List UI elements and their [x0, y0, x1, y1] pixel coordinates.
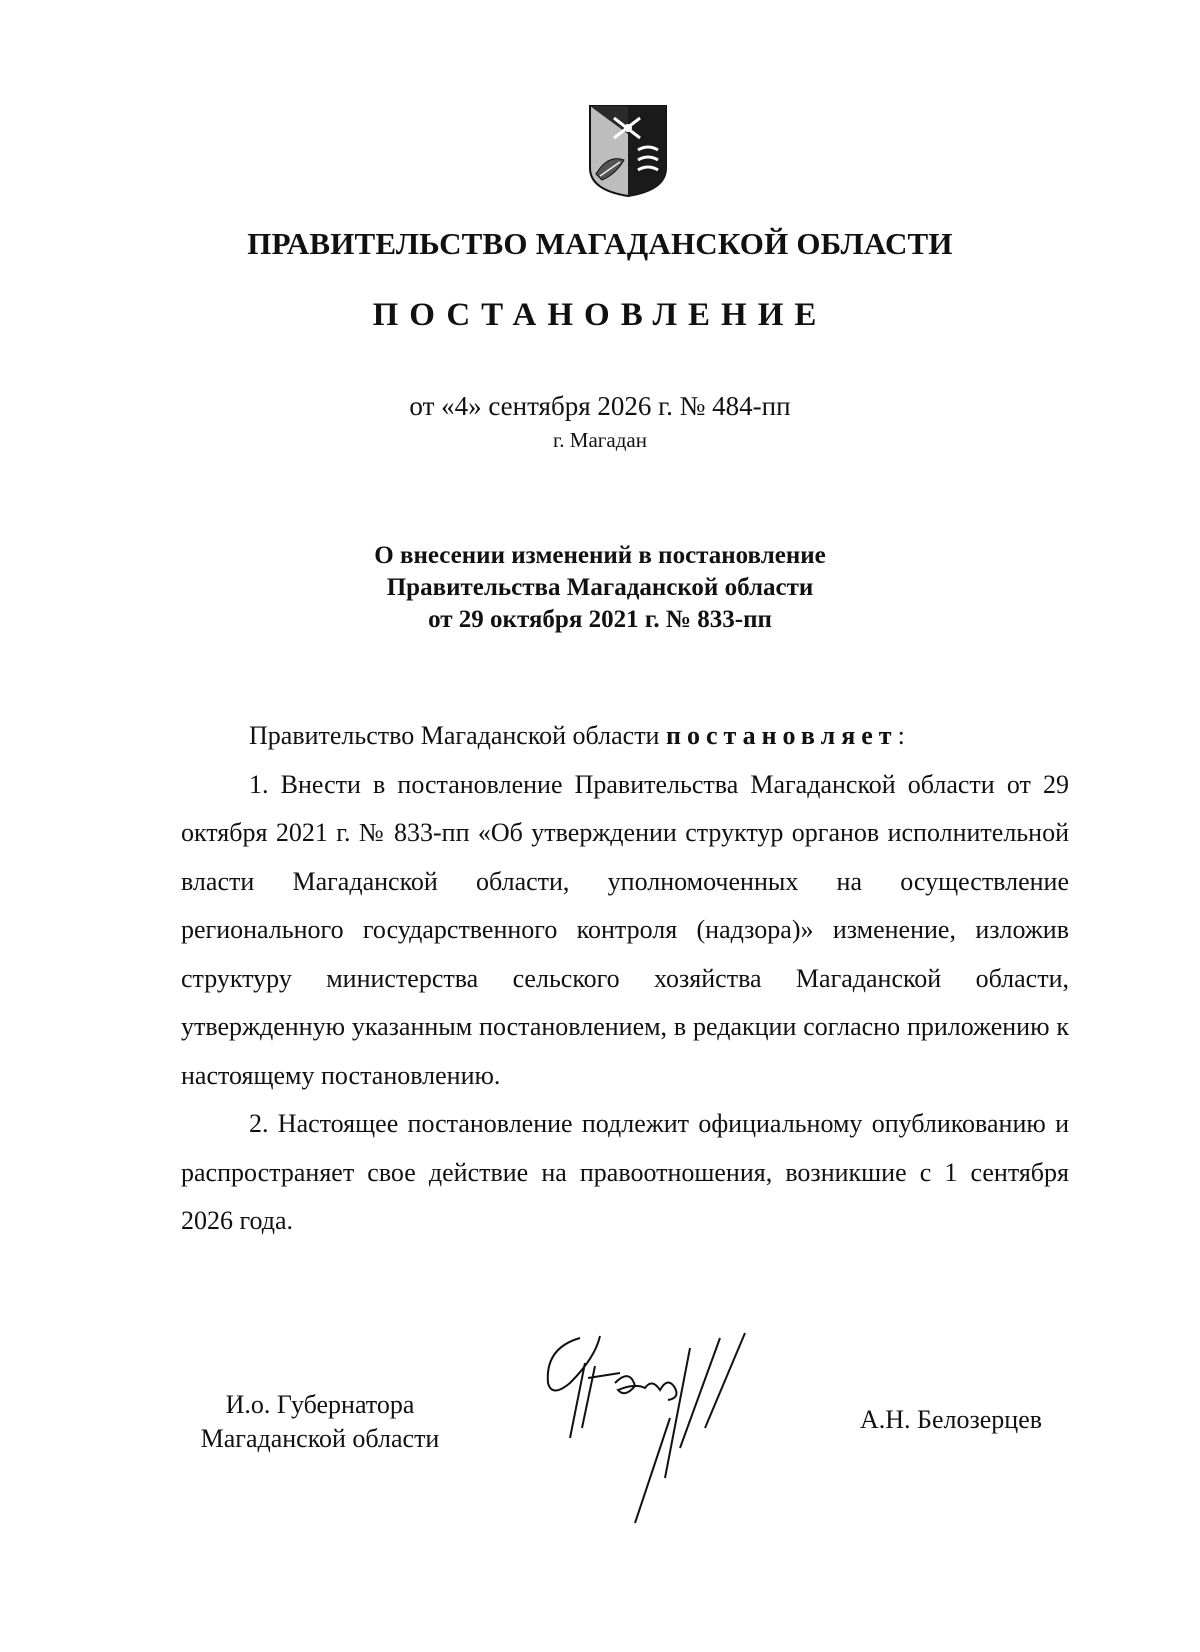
position-line: Магаданской области	[200, 1424, 440, 1453]
document-type-title: ПОСТАНОВЛЕНИЕ	[372, 297, 828, 333]
document-city: г. Магадан	[553, 428, 647, 452]
coat-of-arms-icon	[588, 104, 668, 198]
position-line: И.о. Губернатора	[225, 1390, 415, 1419]
subject-line: Правительства Магаданской области	[386, 574, 814, 601]
preamble-text: Правительство Магаданской области	[249, 721, 666, 750]
coat-of-arms-emblem	[588, 104, 668, 198]
signatory-position	[185, 1388, 455, 1456]
organization-title: ПРАВИТЕЛЬСТВО МАГАДАНСКОЙ ОБЛАСТИ	[247, 226, 953, 261]
document-body	[181, 712, 1069, 1246]
signatory-name: А.Н. Белозерцев	[860, 1405, 1043, 1434]
preamble-colon: :	[897, 721, 905, 750]
paragraph-2: 2. Настоящее постановление подлежит официальному опубликованию и распространяет свое действие на правоотношения, возникшие с 1 сентября 2026 года.	[181, 1109, 1069, 1235]
subject-line: О внесении изменений в постановление	[374, 542, 826, 569]
paragraph-1: 1. Внести в постановление Правительства Магаданской области от 29 октября 2021 г. № 833-пп «Об утверждении структур органов исполнительной власти Магаданской области, уполномоченных на осуществление регионального государственного контроля (надзора)» изменение, изложив структуру министерства сельского хозяйства Магаданской области, утвержденную указанным постановлением, в редакции согласно приложению к настоящему постановлению.	[181, 769, 1069, 1090]
subject-line: от 29 октября 2021 г. № 833-пп	[428, 606, 772, 633]
preamble-emphasis: постановляет	[665, 721, 898, 750]
document-subject	[0, 540, 1200, 636]
document-date-number: от «4» сентября 2026 г. № 484-пп	[409, 391, 791, 421]
handwritten-signature	[540, 1328, 790, 1528]
signature-icon	[540, 1328, 790, 1528]
preamble	[181, 712, 1069, 761]
